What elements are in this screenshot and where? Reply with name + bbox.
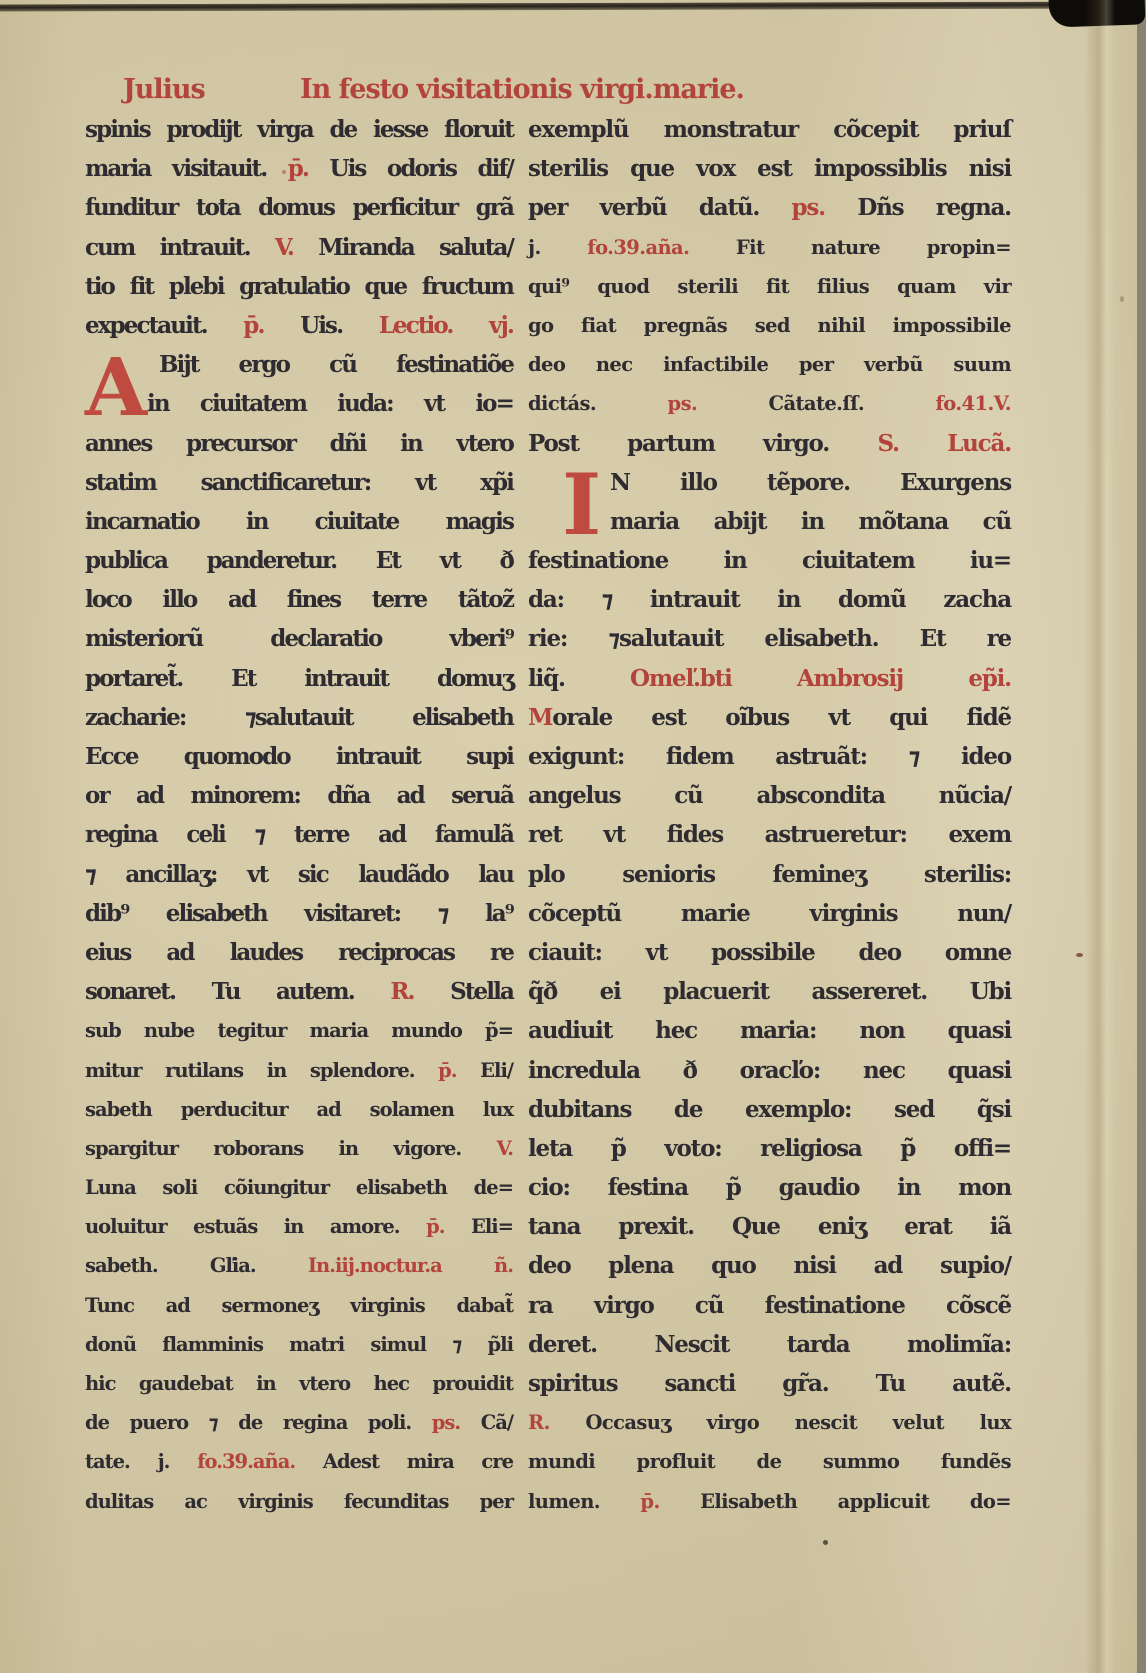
page-fold xyxy=(1085,0,1115,1673)
text-segment: Bijt ergo cũ festinatiõe xyxy=(159,351,513,379)
text-segment: mundi profluit de summo fundẽs xyxy=(528,1450,1011,1474)
text-line xyxy=(85,580,513,619)
text-segment: Uis. xyxy=(300,311,379,339)
text-line xyxy=(85,698,513,737)
text-segment: cõceptũ marie virginis nun/ xyxy=(528,899,1011,927)
text-line xyxy=(85,855,513,894)
text-segment: j. xyxy=(528,235,588,259)
text-line xyxy=(85,776,513,815)
text-segment: Elisabeth applicuit do= xyxy=(700,1489,1012,1513)
text-segment: deo plena quo nisi ad supio/ xyxy=(528,1252,1011,1280)
dropcap-initial: I xyxy=(562,454,602,554)
text-line xyxy=(528,855,1011,894)
text-line xyxy=(528,228,1011,267)
header-feast-title: In festo visitationis virgi.marie. xyxy=(300,74,744,105)
text-segment: festinatione in ciuitatem iu= xyxy=(528,547,1011,575)
rubric-segment: ps. xyxy=(791,194,858,222)
text-segment: audiuit hec maria: non quasi xyxy=(528,1017,1011,1045)
text-line xyxy=(85,424,513,463)
rubric-segment: In.iij.noctur.a ñ. xyxy=(307,1254,513,1278)
rubric-segment: R. xyxy=(528,1411,586,1435)
text-segment: sterilis que vox est impossiblis nisi xyxy=(528,155,1011,183)
rubric-segment: p̄. xyxy=(640,1489,701,1513)
rubric-segment: fo.41.V. xyxy=(935,392,1011,416)
rubric-segment: V. xyxy=(496,1136,513,1160)
text-segment: deo nec infactibile per verbũ suum xyxy=(528,353,1011,377)
text-line xyxy=(85,1442,513,1481)
text-segment: exigunt: fidem astruãt: ⁊ ideo xyxy=(528,743,1011,770)
text-segment: exemplũ monstratur cõcepit priuſ xyxy=(528,116,1011,143)
text-segment: dulitas ac virginis fecunditas per xyxy=(85,1489,513,1513)
text-line xyxy=(528,1246,1011,1285)
rubric-segment: S. Lucã. xyxy=(877,429,1011,457)
text-line xyxy=(85,384,513,423)
text-segment: uoluitur estuãs in amore. xyxy=(85,1215,427,1239)
text-segment: Dñs regna. xyxy=(857,194,1011,222)
text-segment: hic gaudebat in vtero hec prouidit xyxy=(85,1372,513,1395)
text-line xyxy=(85,267,513,306)
text-segment: tana prexit. Que eniʒ erat iã xyxy=(528,1213,1011,1241)
text-column-left xyxy=(85,110,513,1521)
text-line xyxy=(85,1246,513,1285)
text-segment: expectauit. xyxy=(85,311,244,339)
rubric-segment: ps. xyxy=(431,1411,481,1435)
text-segment: lumen. xyxy=(528,1489,641,1513)
rubric-segment: M xyxy=(528,703,553,731)
running-header xyxy=(0,74,1137,110)
text-line xyxy=(85,1403,513,1442)
text-line xyxy=(528,1168,1011,1207)
text-segment: cio: festina p̃ gaudio in mon xyxy=(528,1174,1011,1202)
text-line xyxy=(85,1090,513,1129)
text-segment: ⁊ ancillaʒ: vt sic laudãdo lau xyxy=(85,860,513,888)
text-segment: incredula ð oracľo: nec quasi xyxy=(528,1056,1011,1084)
text-line xyxy=(528,1403,1011,1442)
text-segment: publica panderetur. Et vt ð xyxy=(85,547,513,575)
text-line xyxy=(528,345,1011,384)
text-segment: per verbũ datũ. xyxy=(528,194,792,222)
text-segment: misteriorũ declaratio vberi⁹ xyxy=(85,625,513,653)
ink-speck xyxy=(1076,953,1083,957)
text-line xyxy=(528,110,1011,149)
rubric-segment: ps. xyxy=(667,392,769,416)
text-segment: maria abijt in mõtana cũ xyxy=(610,507,1011,535)
text-segment: go fiat pregnãs sed nihil impossibile xyxy=(528,313,1011,337)
text-line xyxy=(85,933,513,972)
text-segment: incarnatio in ciuitate magis xyxy=(85,507,513,535)
text-segment: eius ad laudes reciprocas re xyxy=(85,938,513,966)
text-segment: loco illo ad fines terre tãtoz̃ xyxy=(85,586,513,614)
text-segment: tate. j. xyxy=(85,1450,198,1474)
text-line xyxy=(528,972,1011,1011)
text-segment: q̃ð ei placuerit assereret. Ubi xyxy=(528,978,1011,1006)
scan-top-edge-artifact xyxy=(0,2,1137,12)
text-segment: Fit nature propin= xyxy=(735,235,1011,259)
rubric-segment: p̄. xyxy=(426,1215,471,1239)
text-segment: portaret̃. Et intrauit domuʒ xyxy=(85,664,513,692)
text-line xyxy=(528,1051,1011,1090)
text-segment: tio fit plebi gratulatio que fructum xyxy=(85,272,513,300)
text-segment: angelus cũ abscondita nũcia/ xyxy=(528,782,1011,810)
text-line xyxy=(85,1207,513,1246)
text-line xyxy=(528,737,1011,776)
text-segment: statim sanctificaretur: vt xp̃i xyxy=(85,468,513,496)
text-line xyxy=(528,894,1011,933)
text-segment: Post partum virgo. xyxy=(528,429,878,457)
text-line xyxy=(528,149,1011,188)
text-segment: orale est oĩbus vt qui fidẽ xyxy=(552,703,1011,731)
text-segment: mitur rutilans in splendore. xyxy=(85,1058,439,1082)
text-segment: ciauit: vt possibile deo omne xyxy=(528,938,1011,966)
text-segment: spiritus sancti gr̃a. Tu autẽ. xyxy=(528,1370,1011,1397)
text-line xyxy=(85,541,513,580)
text-line xyxy=(85,972,513,1011)
ink-speck xyxy=(1120,296,1124,302)
text-segment: Miranda saluta/ xyxy=(318,233,513,261)
text-line xyxy=(85,188,513,227)
text-segment: Uis odoris dif/ xyxy=(329,155,513,183)
text-segment: qui⁹ quod sterili fit filius quam vir xyxy=(528,274,1011,298)
text-segment: de puero ⁊ de regina poli. xyxy=(85,1411,432,1435)
text-line xyxy=(528,1482,1011,1521)
text-line xyxy=(85,1051,513,1090)
text-line xyxy=(528,1011,1011,1050)
dropcap-initial: A xyxy=(85,340,148,435)
text-segment: maria visitauit. xyxy=(85,155,288,183)
text-line xyxy=(528,1364,1011,1403)
text-line xyxy=(85,619,513,658)
text-line xyxy=(528,1325,1011,1364)
text-segment: Cã/ xyxy=(480,1411,513,1435)
text-segment: Adest mira cre xyxy=(322,1450,513,1474)
text-line xyxy=(528,384,1011,423)
rubric-segment: V. xyxy=(274,233,319,261)
text-segment: liq̃. xyxy=(528,664,631,692)
text-line xyxy=(85,1129,513,1168)
rubric-segment: R. xyxy=(390,978,451,1006)
text-line xyxy=(528,619,1011,658)
ink-speck xyxy=(823,1540,828,1545)
rubric-segment: Omeľ.bti Ambrosij ep̃i. xyxy=(630,664,1011,692)
text-segment: rie: ⁊salutauit elisabeth. Et re xyxy=(528,625,1011,653)
text-segment: sonaret. Tu autem. xyxy=(85,978,391,1006)
text-segment: sabeth perducitur ad solamen lux xyxy=(85,1097,513,1121)
text-segment: Luna soli cõiungitur elisabeth de= xyxy=(85,1176,513,1200)
text-segment: dictás. xyxy=(528,392,668,416)
text-line xyxy=(528,1207,1011,1246)
text-segment: deret. Nescit tarda molimĩa: xyxy=(528,1330,1011,1358)
text-segment: ret vt fides astrueretur: exem xyxy=(528,821,1011,849)
text-line xyxy=(528,1090,1011,1129)
text-line xyxy=(85,1168,513,1207)
text-segment: or ad minorem: dña ad seruã xyxy=(85,782,513,810)
text-line xyxy=(85,1011,513,1050)
text-line xyxy=(528,188,1011,227)
text-line xyxy=(85,463,513,502)
text-segment: Eli/ xyxy=(480,1058,513,1082)
text-segment: regina celi ⁊ terre ad famulã xyxy=(85,821,513,849)
rubric-segment: p̄. xyxy=(287,155,330,183)
text-line xyxy=(528,659,1011,698)
text-line xyxy=(85,228,513,267)
text-segment: plo senioris femineʒ sterilis: xyxy=(528,860,1011,888)
text-segment: in ciuitatem iuda: vt io= xyxy=(147,390,513,418)
text-segment: sabeth. Gľia. xyxy=(85,1254,308,1278)
text-segment: Occasuʒ virgo nescit velut lux xyxy=(585,1411,1011,1435)
text-segment: annes precursor dñi in vtero xyxy=(85,429,513,457)
rubric-segment: p̄. xyxy=(438,1058,481,1082)
text-segment: Eli= xyxy=(470,1215,513,1239)
text-segment: leta p̃ voto: religiosa p̃ offi= xyxy=(528,1134,1011,1162)
text-line xyxy=(528,580,1011,619)
text-line xyxy=(85,1482,513,1521)
rubric-segment: fo.39.aña. xyxy=(197,1450,323,1474)
text-line xyxy=(528,267,1011,306)
text-line xyxy=(85,659,513,698)
text-segment: dubitans de exemplo: sed q̃si xyxy=(528,1095,1011,1123)
text-line xyxy=(85,110,513,149)
text-line xyxy=(528,306,1011,345)
text-line xyxy=(85,149,513,188)
text-line xyxy=(528,815,1011,854)
text-line xyxy=(528,1129,1011,1168)
text-segment: da: ⁊ intrauit in domũ zacha xyxy=(528,586,1011,614)
text-segment: Ecce quomodo intrauit supi xyxy=(85,743,513,770)
text-segment: N illo tẽpore. Exurgens xyxy=(610,468,1011,496)
text-segment: donũ flamminis matri simul ⁊ p̃li xyxy=(85,1332,513,1356)
text-line xyxy=(528,933,1011,972)
text-line xyxy=(528,1442,1011,1481)
text-segment: Tunc ad sermoneʒ virginis dabat̃ xyxy=(85,1293,513,1317)
rubric-segment: fo.39.aña. xyxy=(587,235,736,259)
text-line xyxy=(85,815,513,854)
text-line xyxy=(528,1286,1011,1325)
text-line xyxy=(85,1364,513,1403)
text-segment: cum intrauit. xyxy=(85,233,275,261)
text-segment: spargitur roborans in vigore. xyxy=(85,1136,497,1160)
text-segment: spinis prodijt virga de iesse floruit xyxy=(85,116,513,143)
header-month: Julius xyxy=(123,74,205,105)
text-segment: Cãtate.ſſ. xyxy=(768,392,936,416)
text-line xyxy=(85,1286,513,1325)
text-segment: sub nube tegitur maria mundo p̃= xyxy=(85,1019,513,1043)
rubric-segment: Lectio. vj. xyxy=(378,311,513,339)
text-line xyxy=(85,1325,513,1364)
rubric-segment: p̄. xyxy=(243,311,301,339)
text-line xyxy=(85,737,513,776)
text-line xyxy=(528,776,1011,815)
text-segment: dib⁹ elisabeth visitaret: ⁊ la⁹ xyxy=(85,899,513,927)
text-line xyxy=(85,502,513,541)
text-line xyxy=(85,306,513,345)
text-segment: zacharie: ⁊salutauit elisabeth xyxy=(85,703,513,731)
text-column-right xyxy=(528,110,1011,1521)
text-segment: ra virgo cũ festinatione cõscẽ xyxy=(528,1291,1011,1319)
text-line xyxy=(528,698,1011,737)
text-segment: funditur tota domus perficitur grã xyxy=(85,194,513,222)
text-line xyxy=(85,894,513,933)
text-segment: Stella xyxy=(450,978,513,1006)
